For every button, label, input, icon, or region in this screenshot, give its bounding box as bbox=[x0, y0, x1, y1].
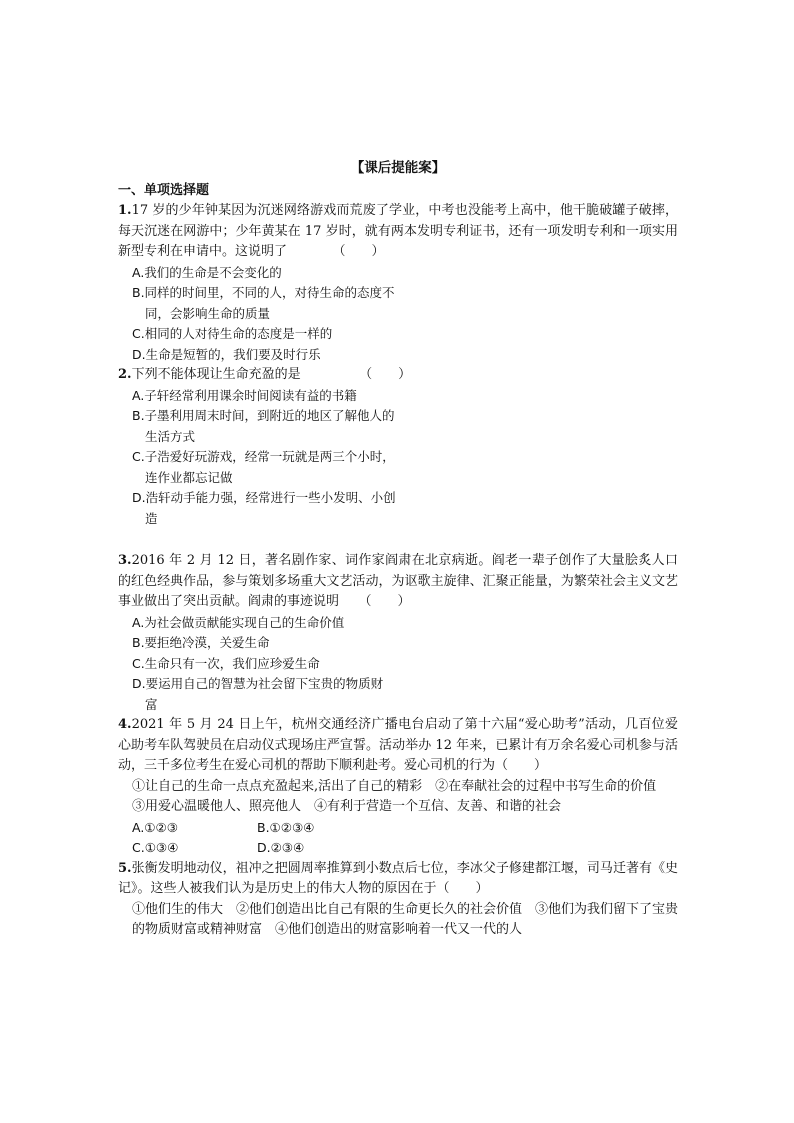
question-5-number: 5. bbox=[118, 860, 132, 876]
page-title: 【课后提能案】 bbox=[350, 160, 446, 176]
question-3-text: 2016 年 2 月 12 日，著名剧作家、词作家阎肃在北京病逝。阎老一辈子创作了大量脍炙人口的红色经典作品，参与策划多场重大文艺活动，为讴歌主旋律、汇聚正能量，为繁荣社会主义文艺事业做出了突出贡献。阎肃的事迹说明 （ ） bbox=[118, 553, 678, 609]
question-4-option-c: C.①③④ bbox=[132, 840, 179, 855]
question-2-text: 下列不能体现让生命充盈的是 （ ） bbox=[131, 367, 412, 382]
question-3-number: 3. bbox=[118, 553, 132, 568]
question-2-stem bbox=[118, 365, 678, 386]
question-1-option-b-line2: 同，会影响生命的质量 bbox=[145, 305, 271, 321]
question-4-text: 2021 年 5 月 24 日上午，杭州交通经济广播电台启动了第十六届“爱心助考”活动，几百位爱心助考车队驾驶员在启动仪式现场庄严宣誓。活动举办 12 年来，已累计有万余名爱心司机参与活动，三千多位考生在爱心司机的帮助下顺利赴考。爱心司机的行为（ ） bbox=[118, 717, 678, 773]
question-1-option-c: C.相同的人对待生命的态度是一样的 bbox=[132, 326, 333, 341]
question-1-number: 1. bbox=[118, 203, 132, 218]
question-5-stem bbox=[118, 859, 678, 900]
question-3-option-c: C.生命只有一次，我们应珍爱生命 bbox=[132, 655, 320, 671]
question-4-number: 4. bbox=[118, 717, 132, 732]
question-2-option-c-line1: C.子浩爱好玩游戏，经常一玩就是两三个小时， bbox=[132, 449, 395, 464]
spacer bbox=[118, 529, 678, 551]
question-4 bbox=[118, 715, 678, 859]
question-5 bbox=[118, 859, 678, 941]
question-5-text: 张衡发明地动仪，祖冲之把圆周率推算到小数点后七位，李冰父子修建都江堰，司马迁著有《史记》。这些人被我们认为是历史上的伟大人物的原因在于（ ） bbox=[118, 860, 678, 896]
question-3-option-d-line2: 富 bbox=[145, 696, 158, 712]
question-2-option-d-line1: D.浩轩动手能力强，经常进行一些小发明、小创 bbox=[132, 490, 396, 505]
question-1-text: 17 岁的少年钟某因为沉迷网络游戏而荒废了学业，中考也没能考上高中，他干脆破罐子破摔，每天沉迷在网游中；少年黄某在 17 岁时，就有两本发明专利证书，还有一项发明专利和一项实用新型专利在申请中。这说明了 （ ） bbox=[118, 203, 678, 259]
question-2-option-b-line2: 生活方式 bbox=[145, 428, 196, 444]
question-4-option-a: A.①②③ bbox=[132, 819, 178, 835]
question-4-option-b: B.①②③④ bbox=[257, 819, 315, 835]
question-1-option-d: D.生命是短暂的，我们要及时行乐 bbox=[132, 346, 321, 362]
worksheet-page bbox=[118, 158, 678, 941]
question-2-option-b-line1: B.子墨利用周末时间，到附近的地区了解他人的 bbox=[132, 408, 395, 423]
question-4-option-d: D.②③④ bbox=[257, 840, 305, 855]
question-3-option-b: B.要拒绝冷漠，关爱生命 bbox=[132, 635, 270, 650]
question-1-option-b bbox=[118, 283, 678, 324]
question-4-options-row-1 bbox=[118, 818, 678, 839]
question-3-option-a: A.为社会做贡献能实现自己的生命价值 bbox=[132, 614, 345, 630]
question-1-option-a: A.我们的生命是不会变化的 bbox=[132, 264, 282, 280]
question-1-stem bbox=[118, 201, 678, 263]
question-2 bbox=[118, 365, 678, 529]
question-2-option-b bbox=[118, 406, 678, 447]
question-5-statements: ①他们生的伟大 ②他们创造出比自己有限的生命更长久的社会价值 ③他们为我们留下了宝贵的物质财富或精神财富 ④他们创造出的财富影响着一代又一代的人 bbox=[132, 901, 679, 937]
question-1-option-b-line1: B.同样的时间里，不同的人，对待生命的态度不 bbox=[132, 285, 395, 300]
question-4-statements-2: ③用爱心温暖他人、照亮他人 ④有利于营造一个互信、友善、和谐的社会 bbox=[132, 799, 562, 814]
question-4-statements-1: ①让自己的生命一点点充盈起来,活出了自己的精彩 ②在奉献社会的过程中书写生命的价值 bbox=[132, 778, 657, 794]
question-2-option-d bbox=[118, 488, 678, 529]
question-3-option-d-line1: D.要运用自己的智慧为社会留下宝贵的物质财 bbox=[132, 676, 384, 691]
question-4-stem bbox=[118, 715, 678, 777]
question-2-number: 2. bbox=[118, 367, 132, 382]
question-2-option-c-line2: 连作业都忘记做 bbox=[145, 469, 233, 485]
question-3-stem bbox=[118, 551, 678, 613]
question-2-option-d-line2: 造 bbox=[145, 510, 158, 526]
question-2-option-c bbox=[118, 447, 678, 488]
section-heading: 一、单项选择题 bbox=[118, 182, 210, 198]
question-3 bbox=[118, 551, 678, 715]
question-3-option-d bbox=[118, 674, 678, 715]
question-4-options-row-2 bbox=[118, 838, 678, 859]
question-2-option-a: A.子轩经常利用课余时间阅读有益的书籍 bbox=[132, 387, 357, 403]
question-1 bbox=[118, 201, 678, 365]
